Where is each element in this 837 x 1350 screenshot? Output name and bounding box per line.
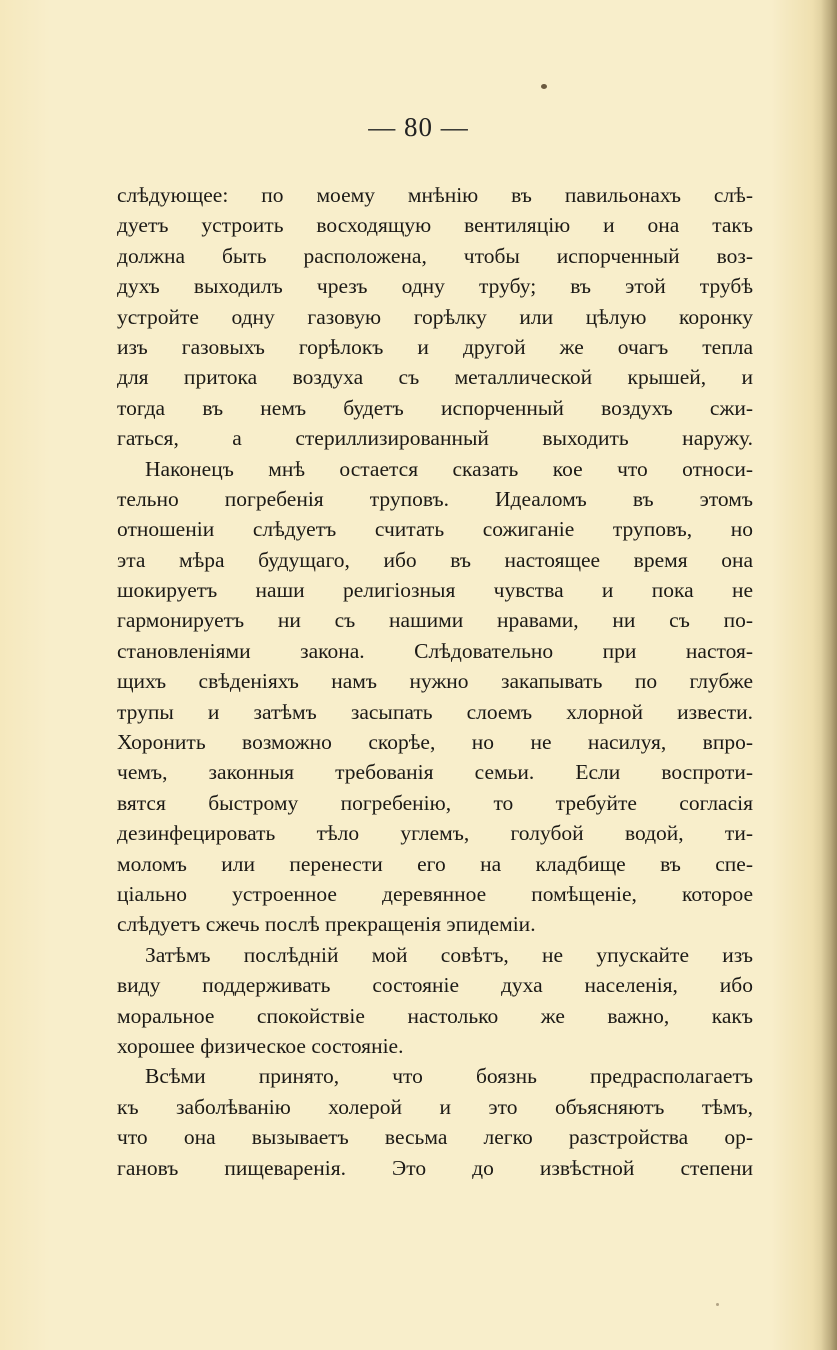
text-line: ціально устроенное деревянное помѣщеніе, которое <box>117 881 753 906</box>
text-line: моломъ или перенести его на кладбище въ спе- <box>117 851 753 876</box>
text-line: щихъ свѣденіяхъ намъ нужно закапывать по глубже <box>117 669 753 694</box>
text-line: дуетъ устроить восходящую вентиляцію и она такъ <box>117 213 753 238</box>
text-line: хорошее физическое состояніе. <box>117 1033 404 1058</box>
text-line: для притока воздуха съ металлической крышей, и <box>117 365 753 390</box>
text-line: духъ выходилъ чрезъ одну трубу; въ этой трубѣ <box>117 274 753 299</box>
text-line: становленіями закона. Слѣдовательно при настоя- <box>117 638 753 663</box>
text-line: Наконецъ мнѣ остается сказать кое что относи- <box>145 456 753 481</box>
text-line: чемъ, законныя требованія семьи. Если воспроти- <box>117 760 753 785</box>
text-line: виду поддерживать состояніе духа населенія, ибо <box>117 973 753 998</box>
text-line: гаться, а стериллизированный выходить наружу. <box>117 426 753 451</box>
text-line: тельно погребенія труповъ. Идеаломъ въ этомъ <box>117 486 753 511</box>
page-number: — 80 — <box>368 112 469 142</box>
text-line: Всѣми принято, что боязнь предрасполагаетъ <box>145 1064 753 1089</box>
text-line: Затѣмъ послѣдній мой совѣтъ, не упускайте изъ <box>145 942 753 967</box>
text-line: слѣдующее: по моему мнѣнію въ павильонахъ слѣ- <box>117 183 753 207</box>
text-line: должна быть расположена, чтобы испорченный воз- <box>117 243 753 268</box>
text-line: шокируетъ наши религіозныя чувства и пока не <box>117 578 753 603</box>
text-line: вятся быстрому погребенію, то требуйте согласія <box>117 790 753 815</box>
text-line: къ заболѣванію холерой и это объясняютъ тѣмъ, <box>117 1094 753 1119</box>
text-line: изъ газовыхъ горѣлокъ и другой же очагъ тепла <box>117 334 753 359</box>
text-line: эта мѣра будущаго, ибо въ настоящее время она <box>117 547 753 572</box>
text-line: слѣдуетъ сжечь послѣ прекращенія эпидеміи. <box>117 912 536 937</box>
text-line: трупы и затѣмъ засыпать слоемъ хлорной извести. <box>117 699 753 724</box>
text-line: дезинфецировать тѣло углемъ, голубой водой, ти- <box>117 821 753 846</box>
text-line: что она вызываетъ весьма легко разстройства ор- <box>117 1125 753 1150</box>
text-line: гармонируетъ ни съ нашими нравами, ни съ по- <box>117 608 753 633</box>
text-line: моральное спокойствіе настолько же важно, какъ <box>117 1003 753 1028</box>
text-line: отношеніи слѣдуетъ считать сожиганіе труповъ, но <box>117 517 753 542</box>
body-text <box>117 180 753 1183</box>
ink-speck <box>716 1303 719 1306</box>
text-line: гановъ пищеваренія. Это до извѣстной степени <box>117 1155 753 1180</box>
text-line: Хоронить возможно скорѣе, но не насилуя, впро- <box>117 730 753 755</box>
text-line: тогда въ немъ будетъ испорченный воздухъ сжи- <box>117 395 753 420</box>
ink-speck <box>541 84 547 89</box>
page-edge-shadow <box>821 0 837 1350</box>
text-line: устройте одну газовую горѣлку или цѣлую коронку <box>117 304 753 329</box>
